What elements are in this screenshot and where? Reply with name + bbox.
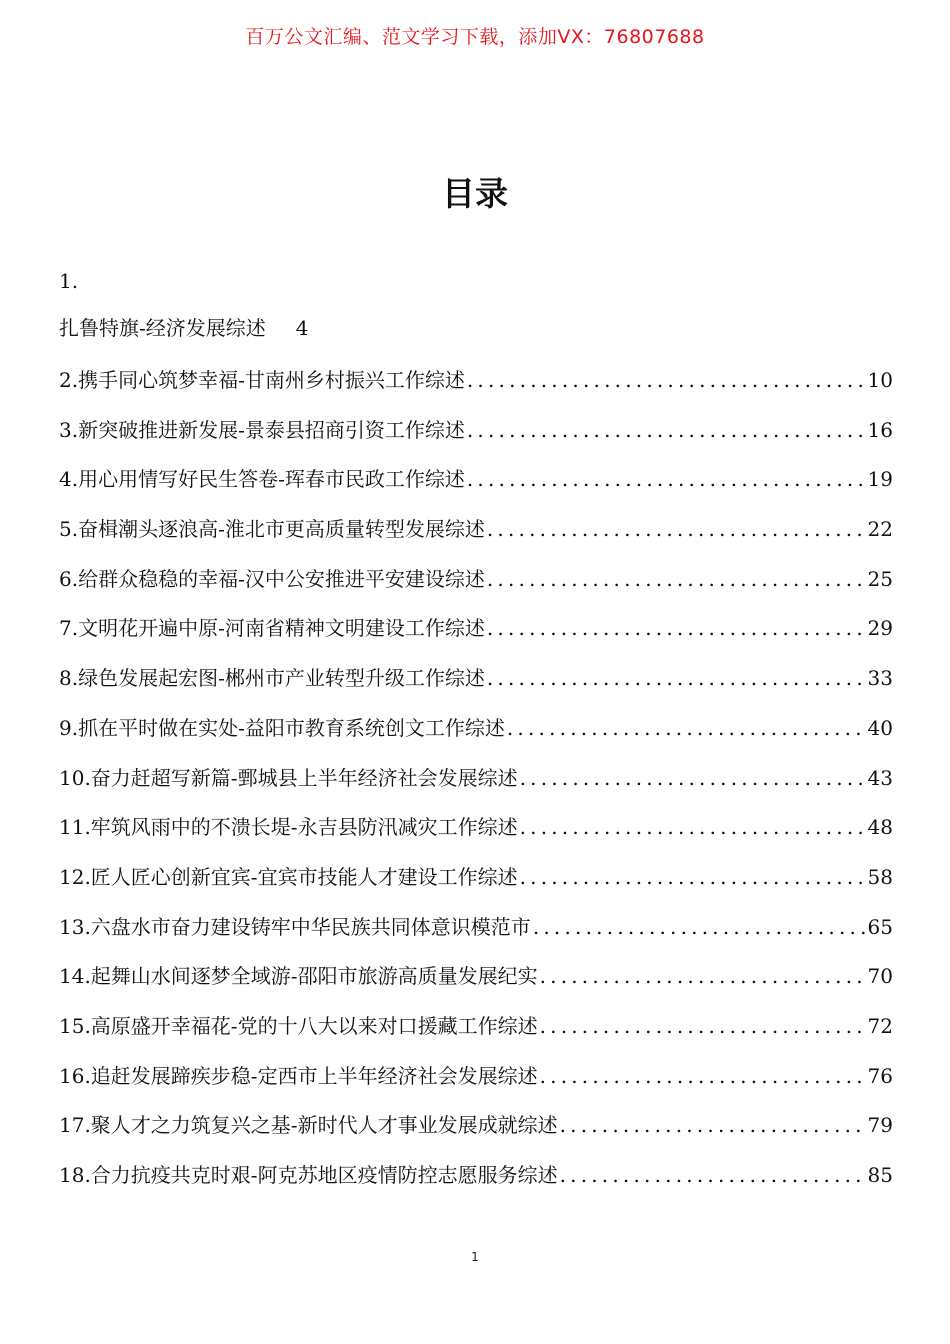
toc-entry-page: 25 — [867, 566, 893, 591]
toc-entry-page: 29 — [867, 616, 893, 641]
document-title: 目录 — [442, 174, 508, 213]
toc-entry-title: 18.合力抗疫共克时艰-阿克苏地区疫情防控志愿服务综述 — [59, 1163, 558, 1187]
toc-entry-1[interactable] — [59, 300, 893, 356]
toc-dot-leader — [467, 356, 866, 406]
toc-entry-title: 11.牢筑风雨中的不溃长堤-永吉县防汛减灾工作综述 — [59, 815, 518, 840]
toc-dot-leader — [487, 604, 866, 654]
toc-dot-leader — [520, 754, 866, 804]
toc-dot-leader — [540, 1002, 866, 1052]
toc-entry-title: 扎鲁特旗-经济发展综述 — [59, 316, 266, 340]
toc-entry-title: 16.追赶发展蹄疾步稳-定西市上半年经济社会发展综述 — [59, 1063, 538, 1088]
toc-entry[interactable] — [59, 903, 893, 953]
toc-entry-page: 19 — [867, 467, 893, 492]
toc-entry[interactable] — [59, 406, 893, 456]
toc-entry[interactable] — [59, 505, 893, 555]
toc-entry-page: 85 — [867, 1163, 893, 1187]
table-of-contents — [59, 262, 893, 1201]
toc-entry-title: 4.用心用情写好民生答卷-珲春市民政工作综述 — [59, 467, 465, 492]
toc-entry-title: 12.匠人匠心创新宜宾-宜宾市技能人才建设工作综述 — [59, 864, 518, 889]
toc-entry[interactable] — [59, 356, 893, 406]
page-number: 1 — [471, 1250, 479, 1264]
toc-entry-page: 10 — [867, 368, 893, 392]
toc-entry[interactable] — [59, 455, 893, 505]
toc-dot-leader — [487, 555, 866, 605]
toc-entry-page: 65 — [867, 914, 893, 939]
toc-entry-page: 22 — [867, 517, 893, 542]
toc-entry[interactable] — [59, 1101, 893, 1151]
toc-entry-title: 15.高原盛开幸福花-党的十八大以来对口援藏工作综述 — [59, 1013, 538, 1038]
toc-entry-page: 72 — [867, 1013, 893, 1038]
toc-dot-leader — [520, 853, 866, 903]
header-banner: 百万公文汇编、范文学习下载，添加VX：76807688 — [245, 26, 705, 48]
toc-entry-page: 16 — [867, 417, 893, 442]
toc-entry-page: 58 — [867, 864, 893, 889]
toc-dot-leader — [507, 704, 866, 754]
toc-dot-leader — [540, 1052, 866, 1102]
toc-dot-leader — [540, 952, 866, 1002]
toc-entry-title: 7.文明花开遍中原-河南省精神文明建设工作综述 — [59, 616, 485, 641]
toc-entry-title: 5.奋楫潮头逐浪高-淮北市更高质量转型发展综述 — [59, 517, 485, 542]
toc-entry-title: 10.奋力赶超写新篇-鄄城县上半年经济社会发展综述 — [59, 765, 518, 790]
toc-entry[interactable] — [59, 754, 893, 804]
toc-entry-1-number: 1. — [59, 269, 79, 293]
toc-dot-leader — [560, 1151, 866, 1201]
toc-entry-page: 4 — [295, 316, 309, 340]
toc-entry[interactable] — [59, 1002, 893, 1052]
toc-entry-title: 14.起舞山水间逐梦全域游-邵阳市旅游高质量发展纪实 — [59, 964, 538, 989]
toc-entry-title: 8.绿色发展起宏图-郴州市产业转型升级工作综述 — [59, 666, 485, 691]
toc-entry-page: 79 — [867, 1113, 893, 1138]
toc-entry-page: 40 — [867, 715, 893, 740]
toc-dot-leader — [520, 803, 866, 853]
toc-entry-title: 6.给群众稳稳的幸福-汉中公安推进平安建设综述 — [59, 566, 485, 591]
toc-dot-leader — [487, 505, 866, 555]
toc-entry-title: 13.六盘水市奋力建设铸牢中华民族共同体意识模范市 — [59, 914, 531, 939]
toc-entry-page: 48 — [867, 815, 893, 840]
toc-entry[interactable] — [59, 853, 893, 903]
toc-entry-page: 33 — [867, 666, 893, 691]
toc-entry-page: 76 — [867, 1063, 893, 1088]
toc-entry[interactable] — [59, 952, 893, 1002]
toc-entry[interactable] — [59, 555, 893, 605]
toc-entry-title: 2.携手同心筑梦幸福-甘南州乡村振兴工作综述 — [59, 368, 465, 392]
toc-dot-leader — [560, 1101, 866, 1151]
toc-entry-title: 17.聚人才之力筑复兴之基-新时代人才事业发展成就综述 — [59, 1113, 558, 1138]
toc-dot-leader — [467, 406, 866, 456]
toc-dot-leader — [533, 903, 866, 953]
toc-entry[interactable] — [59, 704, 893, 754]
toc-entry-page: 43 — [867, 765, 893, 790]
toc-entry-page: 70 — [867, 964, 893, 989]
toc-dot-leader — [467, 455, 866, 505]
toc-entry[interactable] — [59, 1151, 893, 1201]
toc-dot-leader — [487, 654, 866, 704]
toc-entry[interactable] — [59, 1052, 893, 1102]
toc-entry-title: 3.新突破推进新发展-景泰县招商引资工作综述 — [59, 417, 465, 442]
toc-entry[interactable] — [59, 803, 893, 853]
toc-entry[interactable] — [59, 604, 893, 654]
toc-entry-title: 9.抓在平时做在实处-益阳市教育系统创文工作综述 — [59, 715, 505, 740]
toc-entry-list — [59, 356, 893, 1201]
toc-entry[interactable] — [59, 654, 893, 704]
